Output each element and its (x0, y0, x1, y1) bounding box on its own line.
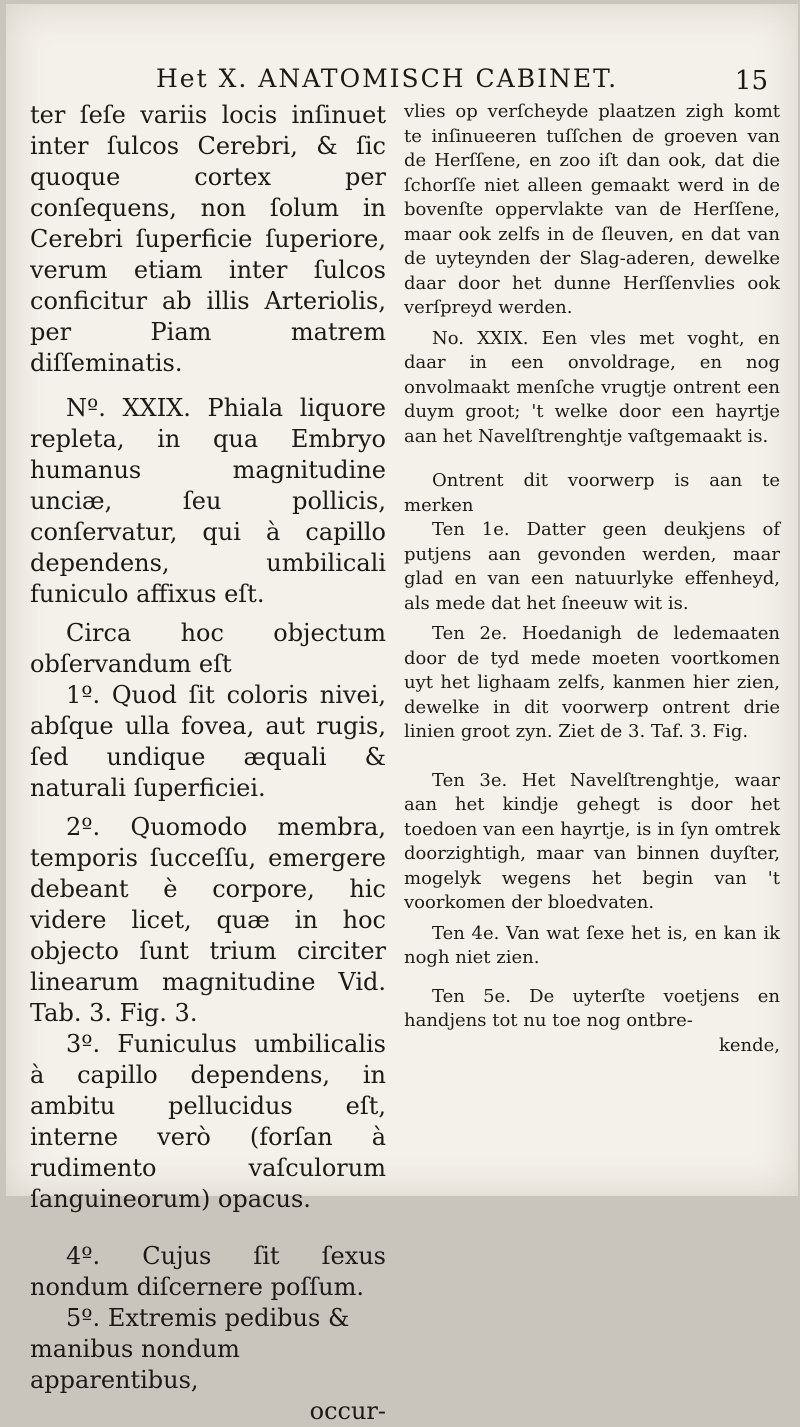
latin-paragraph: 3º. Funiculus umbilicalis à capillo dependens, in ambitu pellucidus eſt, interne verò (forſan à rudimento vaſculorum ſanguineorum) opacus. (30, 1030, 386, 1213)
latin-paragraph: 1º. Quod ſit coloris nivei, abſque ulla fovea, aut rugis, ſed undique æquali & naturali ſuperficiei. (30, 681, 386, 802)
book-page (6, 4, 798, 1425)
latin-paragraph: Circa hoc objectum obſervandum eſt (30, 619, 386, 678)
latin-paragraph: 2º. Quomodo membra, temporis ſucceſſu, emergere debeant è corpore, hic videre licet, quæ in hoc objecto ſunt trium circiter linearum magnitudine Vid. Tab. 3. Fig. 3. (30, 813, 386, 1027)
running-header (6, 64, 798, 98)
dutch-paragraph: Ten 4e. Van wat ſexe het is, en kan ik nogh niet zien. (404, 922, 780, 968)
dutch-paragraph: Ten 5e. De uyterſte voetjens en handjens tot nu toe nog ontbre- (404, 985, 780, 1031)
running-title: Het X. ANATOMISCH CABINET. (156, 64, 619, 93)
dutch-paragraph: Ten 2e. Hoedanigh de ledemaaten door de tyd mede moeten voortkomen uyt het lighaam zelfs, kanmen hier zien, dewelke in dit voorwerp ontrent drie linien groot zyn. Ziet de 3. Taf. 3. Fig. (404, 623, 780, 742)
catchword: kende, (718, 1034, 780, 1056)
dutch-paragraph: Ontrent dit voorwerp is aan te merken (404, 470, 780, 516)
dutch-paragraph: vlies op verſcheyde plaatzen zigh komt te inſinueeren tuſſchen de groeven van de Herſſene, en zoo iſt dan ook, dat die ſchorſſe niet alleen gemaakt werd in de bovenſte oppervlakte van de Herſſene, maar ook zelfs in de ſleuven, en dat van de uyteynden der Slag-aderen, dewelke daar door het dunne Herſſenvlies ook verſpreyd werden. (404, 101, 780, 318)
latin-column (30, 100, 386, 1427)
dutch-paragraph: Ten 1e. Datter geen deukjens of putjens aan gevonden werden, maar glad en van een natuurlyke effenheyd, als mede dat het ſneeuw wit is. (404, 519, 780, 614)
catchword: occur- (309, 1397, 386, 1425)
dutch-paragraph: Ten 3e. Het Navelſtrenghtje, waar aan het kindje gehegt is door het toedoen van een hayrtje, is in ſyn omtrek doorzightigh, maar van binnen duyſter, mogelyk wegens het begin van 't voorkomen der bloedvaten. (404, 769, 780, 913)
dutch-column (404, 100, 780, 1058)
latin-paragraph: Nº. XXIX. Phiala liquore repleta, in qua Embryo humanus magnitudine unciæ, ſeu pollicis, conſervatur, qui à capillo dependens, umbilicali funiculo affixus eſt. (30, 394, 386, 608)
dutch-paragraph: No. XXIX. Een vles met voght, en daar in een onvoldrage, en nog onvolmaakt menſche vrugtje ontrent een duym groot; 't welke door een hayrtje aan het Navelſtrenghtje vaſtgemaakt is. (404, 327, 780, 447)
latin-paragraph: 5º. Extremis pedibus & manibus nondum apparentibus, (30, 1304, 350, 1394)
latin-paragraph: ter ſeſe variis locis inſinuet inter ſulcos Cerebri, & ſic quoque cortex per conſequens, non ſolum in Cerebri ſuperficie ſuperiore, verum etiam inter ſulcos conficitur ab illis Arteriolis, per Piam matrem diſſeminatis. (30, 101, 386, 377)
page-number: 15 (734, 66, 768, 96)
latin-paragraph: 4º. Cujus ſit ſexus nondum diſcernere poſſum. (30, 1242, 386, 1301)
